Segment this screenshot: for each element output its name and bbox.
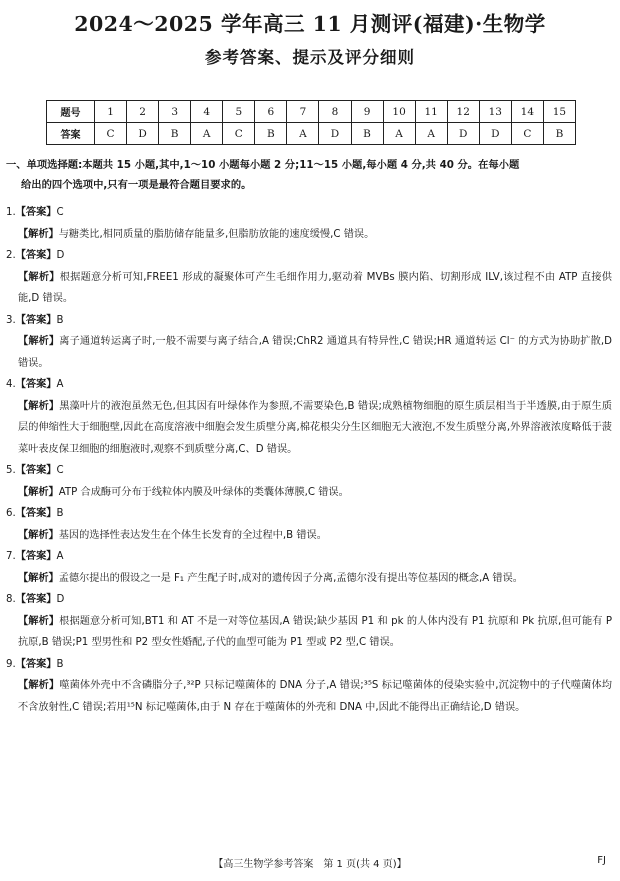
question-number: 3. — [6, 314, 16, 326]
answer-key-table — [46, 100, 576, 145]
row-header-answer: 答案 — [47, 123, 95, 145]
explanation-label: 【解析】 — [18, 680, 60, 691]
answer-value: A — [56, 551, 64, 562]
explanation-label: 【解析】 — [18, 400, 60, 412]
answer-value: B — [56, 658, 64, 670]
question-item — [6, 654, 612, 719]
answer-label: 【答案】 — [15, 658, 57, 670]
explanation — [6, 611, 612, 654]
question-number: 6. — [6, 508, 16, 519]
explanation — [6, 267, 612, 310]
explanation-text: 噬菌体外壳中不含磷脂分子,³²P 只标记噬菌体的 DNA 分子,A 错误;³⁵S 标记噬菌体的侵染实验中,沉淀物中的子代噬菌体均不含放射性,C 错误;若用¹⁵N 标记噬菌体,由于 N 存在于噬菌体的外壳和 DNA 中,因此不能得出正确结论,D 错误。 — [18, 680, 612, 713]
question-number-cell: 2 — [127, 101, 159, 123]
answer-label: 【答案】 — [15, 250, 57, 261]
explanation-label: 【解析】 — [18, 271, 60, 283]
question-number: 4. — [6, 379, 16, 390]
answer-cell: A — [191, 123, 223, 145]
answer-line — [6, 202, 612, 224]
explanation — [6, 525, 612, 547]
explanation — [6, 224, 612, 246]
question-number-cell: 1 — [95, 101, 127, 123]
explanation-text: 根据题意分析可知,BT1 和 AT 不是一对等位基因,A 错误;缺少基因 P1 和 pk 的人体内没有 P1 抗原和 Pk 抗原,但可能有 P 抗原,B 错误;P1 型男性和 P2 型女性婚配,子代的血型可能为 P1 型或 P2 型,C 错误。 — [18, 615, 613, 648]
explanation — [6, 482, 612, 504]
answer-cell: B — [255, 123, 287, 145]
explanation-text: 孟德尔提出的假设之一是 F₁ 产生配子时,成对的遗传因子分离,孟德尔没有提出等位基因的概念,A 错误。 — [58, 572, 523, 584]
question-number-cell: 9 — [351, 101, 383, 123]
answer-line — [6, 589, 612, 611]
answer-value: D — [56, 594, 65, 605]
question-number-cell: 10 — [383, 101, 415, 123]
question-item — [6, 245, 612, 310]
section-heading-line: 给出的四个选项中,只有一项是最符合题目要求的。 — [21, 179, 252, 191]
answer-label: 【答案】 — [15, 379, 57, 390]
answer-line — [6, 245, 612, 267]
answer-line — [6, 310, 612, 332]
question-number-cell: 4 — [191, 101, 223, 123]
explanation-text: 根据题意分析可知,FREE1 形成的凝聚体可产生毛细作用力,驱动着 MVBs 膜内陷、切割形成 ILV,该过程不由 ATP 直接供能,D 错误。 — [18, 271, 612, 304]
question-number-cell: 14 — [511, 101, 543, 123]
question-number-row — [47, 101, 576, 123]
question-number-cell: 7 — [287, 101, 319, 123]
explanation-text: ATP 合成酶可分布于线粒体内膜及叶绿体的类囊体薄膜,C 错误。 — [58, 486, 349, 498]
question-item — [6, 310, 612, 375]
answer-line — [6, 546, 612, 568]
answer-cell: D — [447, 123, 479, 145]
answer-value: A — [56, 379, 64, 390]
answer-label: 【答案】 — [15, 594, 57, 605]
page-footer: 【高三生物学参考答案 第 1 页(共 4 页)】 — [213, 859, 407, 870]
question-item — [6, 589, 612, 654]
question-number-cell: 13 — [479, 101, 511, 123]
answer-cell: B — [159, 123, 191, 145]
answer-cell: B — [351, 123, 383, 145]
question-number: 8. — [6, 594, 16, 605]
explanation — [6, 675, 612, 718]
question-number-cell: 3 — [159, 101, 191, 123]
question-number-cell: 5 — [223, 101, 255, 123]
answer-line — [6, 460, 612, 482]
question-item — [6, 202, 612, 245]
explanation — [6, 331, 612, 374]
answer-value: D — [56, 250, 65, 261]
answer-line — [6, 654, 612, 676]
explanation-label: 【解析】 — [18, 336, 60, 347]
explanation — [6, 568, 612, 590]
paper-code: FJ — [597, 855, 606, 866]
answer-cell: D — [127, 123, 159, 145]
answer-value: B — [56, 314, 64, 326]
question-number-cell: 11 — [415, 101, 447, 123]
row-header-question: 题号 — [47, 101, 95, 123]
answer-cell: A — [287, 123, 319, 145]
answer-value: C — [56, 465, 64, 476]
question-item — [6, 460, 612, 503]
question-number: 1. — [6, 207, 16, 218]
explanation — [6, 396, 612, 461]
answer-label: 【答案】 — [15, 465, 57, 476]
explanation-label: 【解析】 — [18, 228, 59, 240]
answer-cell: D — [319, 123, 351, 145]
page-subtitle: 参考答案、提示及评分细则 — [205, 48, 415, 67]
question-number-cell: 6 — [255, 101, 287, 123]
page-title: 2024～2025 学年高三 11 月测评(福建)·生物学 — [74, 12, 546, 36]
answer-label: 【答案】 — [15, 207, 57, 218]
question-number: 2. — [6, 250, 16, 261]
question-number-cell: 15 — [543, 101, 575, 123]
answer-cell: D — [479, 123, 511, 145]
answer-cell: C — [95, 123, 127, 145]
answer-line — [6, 503, 612, 525]
answer-cell: C — [511, 123, 543, 145]
question-number: 7. — [6, 551, 16, 562]
explanation-text: 与糖类比,相同质量的脂肪储存能量多,但脂肪放能的速度缓慢,C 错误。 — [58, 228, 375, 240]
answer-label: 【答案】 — [15, 551, 57, 562]
explanation-text: 黑藻叶片的液泡虽然无色,但其因有叶绿体作为参照,不需要染色,B 错误;成熟植物细胞的原生质层相当于半透膜,由于原生质层的伸缩性大于细胞壁,因此在高度溶液中细胞会发生质壁分离,棉花根尖分生区细胞无大液泡,不发生质壁分离,外界溶液浓度略低于菠菜叶表皮保卫细胞的细胞液时,观察不到质壁分离,C、D 错误。 — [18, 400, 613, 455]
answer-line — [6, 374, 612, 396]
explanation-text: 离子通道转运离子时,一般不需要与离子结合,A 错误;ChR2 通道具有特异性,C 错误;HR 通道转运 Cl⁻ 的方式为协助扩散,D 错误。 — [18, 336, 612, 369]
answer-cell: B — [543, 123, 575, 145]
question-number-cell: 8 — [319, 101, 351, 123]
question-number: 9. — [6, 658, 16, 670]
section-heading — [6, 155, 612, 195]
explanation-label: 【解析】 — [18, 615, 60, 627]
answer-value: C — [56, 207, 64, 218]
explanation-label: 【解析】 — [18, 486, 59, 498]
answer-cell: A — [415, 123, 447, 145]
answer-label: 【答案】 — [15, 508, 57, 519]
question-item — [6, 503, 612, 546]
explanation-label: 【解析】 — [18, 572, 59, 584]
explanation-label: 【解析】 — [18, 529, 59, 541]
answer-cell: A — [383, 123, 415, 145]
question-item — [6, 374, 612, 460]
answer-explanations — [6, 202, 612, 718]
answer-value: B — [56, 508, 64, 519]
section-heading-line: 一、单项选择题:本题共 15 小题,其中,1～10 小题每小题 2 分;11～15 小题,每小题 4 分,共 40 分。在每小题 — [6, 159, 520, 171]
explanation-text: 基因的选择性表达发生在个体生长发育的全过程中,B 错误。 — [58, 529, 327, 541]
question-number-cell: 12 — [447, 101, 479, 123]
answer-row — [47, 123, 576, 145]
answer-cell: C — [223, 123, 255, 145]
answer-label: 【答案】 — [15, 314, 57, 326]
question-item — [6, 546, 612, 589]
question-number: 5. — [6, 465, 16, 476]
